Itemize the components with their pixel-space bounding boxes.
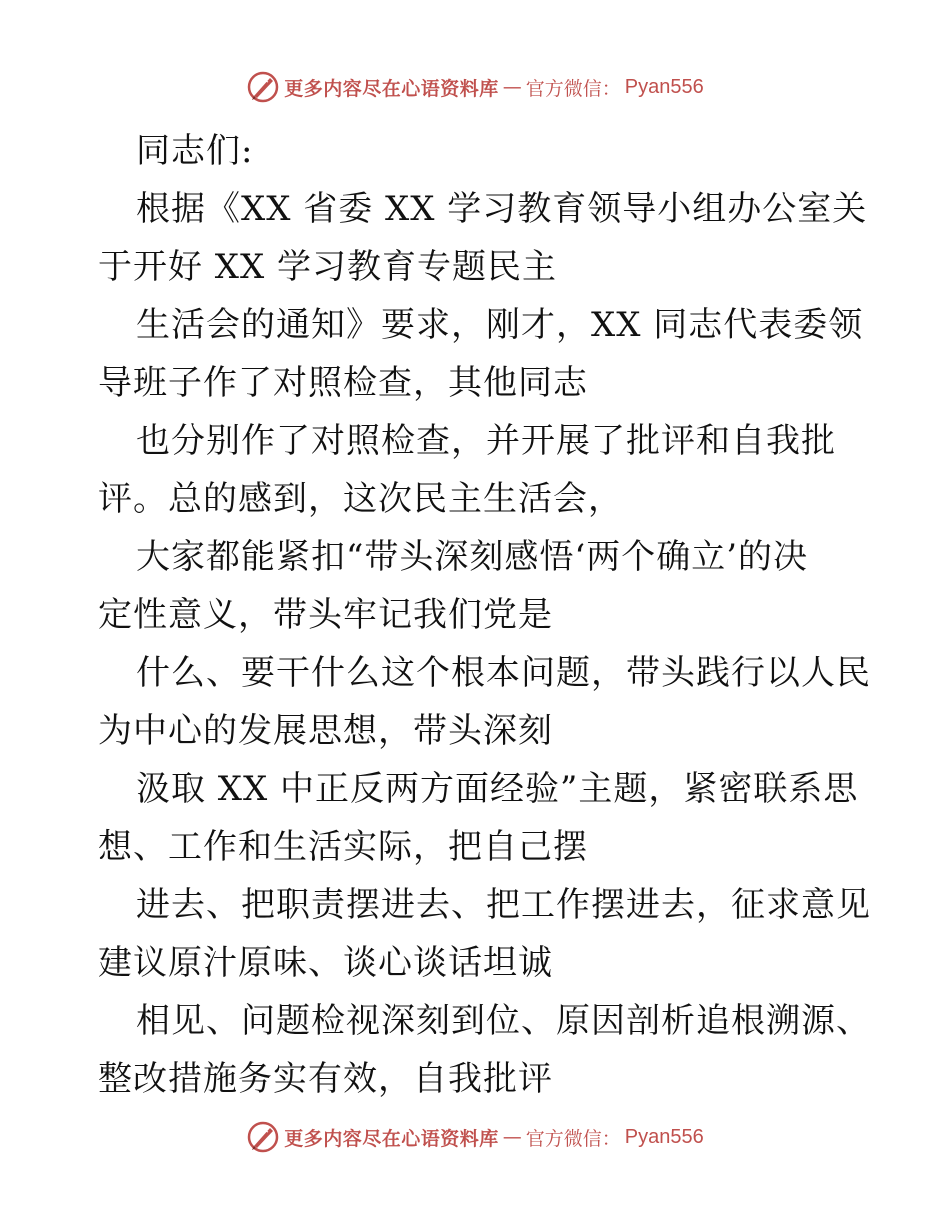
paragraph-line: 为中心的发展思想，带头深刻: [98, 711, 553, 751]
banner-separator: —: [502, 76, 522, 98]
banner-separator: —: [502, 1126, 522, 1148]
paragraph-line: 定性意义，带头牢记我们党是: [98, 595, 553, 635]
salutation: 同志们:: [136, 131, 254, 171]
header-watermark-banner: [0, 70, 950, 104]
paragraph-line: 想、工作和生活实际，把自己摆: [98, 827, 588, 867]
quill-pen-logo-icon: [246, 1120, 280, 1154]
wechat-id: Pyan556: [624, 1125, 704, 1148]
paragraph-line: 相见、问题检视深刻到位、原因剖析追根溯源、: [136, 1001, 871, 1041]
paragraph-line: 也分别作了对照检查，并开展了批评和自我批: [136, 421, 836, 461]
paragraph-line: 什么、要干什么这个根本问题，带头践行以人民: [136, 653, 871, 693]
paragraph-line: 评。总的感到，这次民主生活会，: [98, 479, 623, 519]
wechat-id: Pyan556: [624, 75, 704, 98]
document-body: [98, 122, 871, 1108]
brand-text: 更多内容尽在心语资料库: [284, 1127, 499, 1150]
brand-text: 更多内容尽在心语资料库: [284, 77, 499, 100]
paragraph-line: 导班子作了对照检查，其他同志: [98, 363, 588, 403]
paragraph-line: 建议原汁原味、谈心谈话坦诚: [98, 943, 553, 983]
paragraph-line: 生活会的通知》要求，刚才，XX 同志代表委领: [136, 305, 864, 345]
wechat-label: 官方微信：: [525, 1127, 621, 1150]
paragraph-line: 进去、把职责摆进去、把工作摆进去，征求意见: [136, 885, 871, 925]
paragraph-line: 于开好 XX 学习教育专题民主: [98, 247, 558, 287]
paragraph-line: 汲取 XX 中正反两方面经验”主题，紧密联系思: [136, 769, 859, 809]
paragraph-line: 整改措施务实有效，自我批评: [98, 1059, 553, 1099]
paragraph-line: 根据《XX 省委 XX 学习教育领导小组办公室关: [136, 189, 868, 229]
footer-watermark-banner: [0, 1120, 950, 1154]
wechat-label: 官方微信：: [525, 77, 621, 100]
paragraph-line: 大家都能紧扣“带头深刻感悟‘两个确立’的决: [136, 537, 808, 577]
quill-pen-logo-icon: [246, 70, 280, 104]
